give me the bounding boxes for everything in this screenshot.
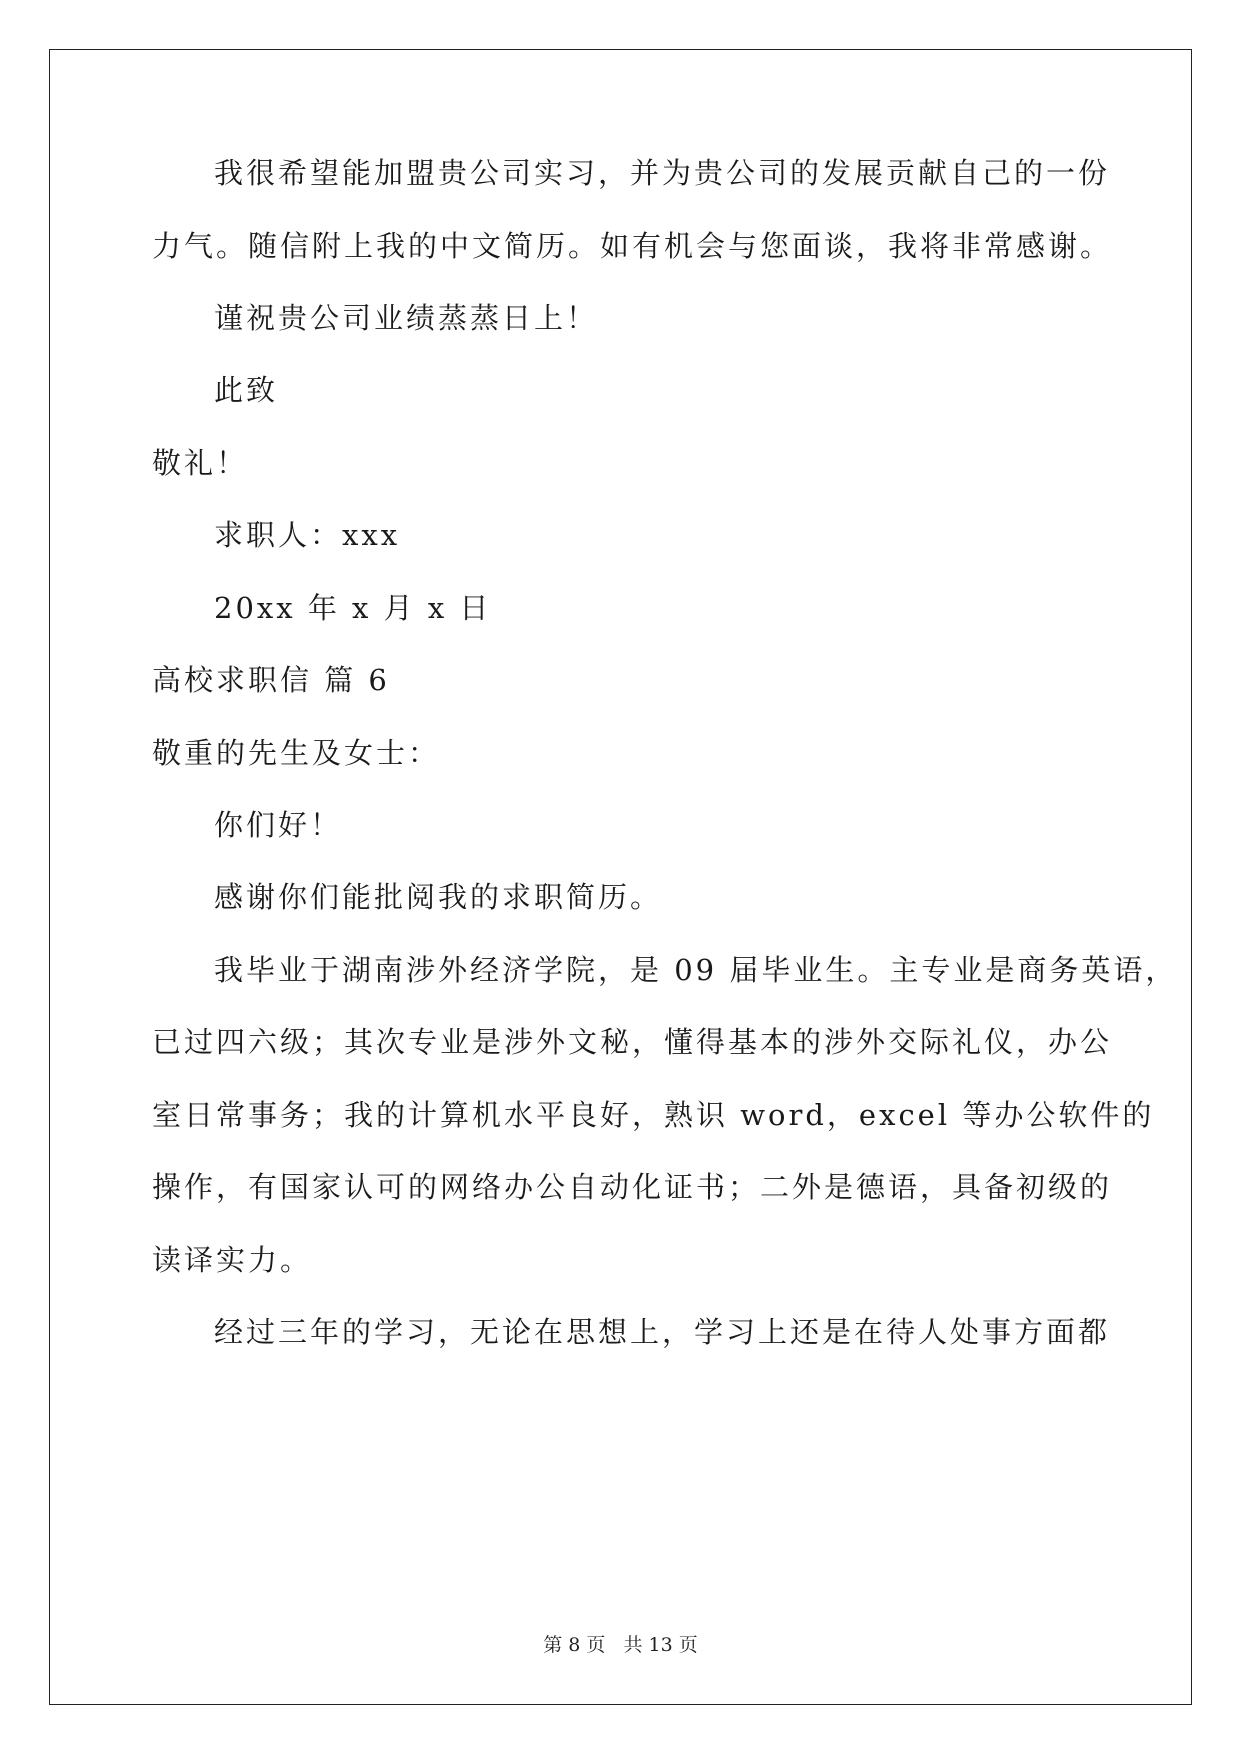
- paragraph-line: 你们好！: [214, 808, 343, 842]
- page-total: 共 13 页: [623, 1634, 698, 1656]
- closing-respect: 敬礼！: [152, 446, 249, 480]
- paragraph-line: 感谢你们能批阅我的求职简历。: [214, 880, 663, 914]
- paragraph-line: 我毕业于湖南涉外经济学院，是 09 届毕业生。主专业是商务英语，: [214, 953, 1178, 987]
- paragraph-line: 力气。随信附上我的中文简历。如有机会与您面谈，我将非常感谢。: [152, 229, 1113, 263]
- page-footer: [0, 1630, 1241, 1657]
- paragraph-line: 我很希望能加盟贵公司实习，并为贵公司的发展贡献自己的一份: [214, 156, 1111, 190]
- closing-salutation: 此致: [214, 373, 279, 407]
- paragraph-line: 室日常事务；我的计算机水平良好，熟识 word，excel 等办公软件的: [152, 1098, 1155, 1132]
- date-line: 20xx 年 x 月 x 日: [214, 591, 492, 625]
- paragraph-line: 谨祝贵公司业绩蒸蒸日上！: [214, 301, 599, 335]
- section-heading: 高校求职信 篇 6: [152, 663, 390, 697]
- paragraph-line: 读译实力。: [152, 1243, 313, 1277]
- page-number: 第 8 页: [543, 1634, 606, 1656]
- paragraph-line: 操作，有国家认可的网络办公自动化证书；二外是德语，具备初级的: [152, 1170, 1113, 1204]
- signature-line: 求职人：xxx: [214, 518, 401, 552]
- greeting-line: 敬重的先生及女士：: [152, 736, 441, 770]
- paragraph-line: 已过四六级；其次专业是涉外文秘，懂得基本的涉外交际礼仪，办公: [152, 1025, 1113, 1059]
- paragraph-line: 经过三年的学习，无论在思想上，学习上还是在待人处事方面都: [214, 1315, 1111, 1349]
